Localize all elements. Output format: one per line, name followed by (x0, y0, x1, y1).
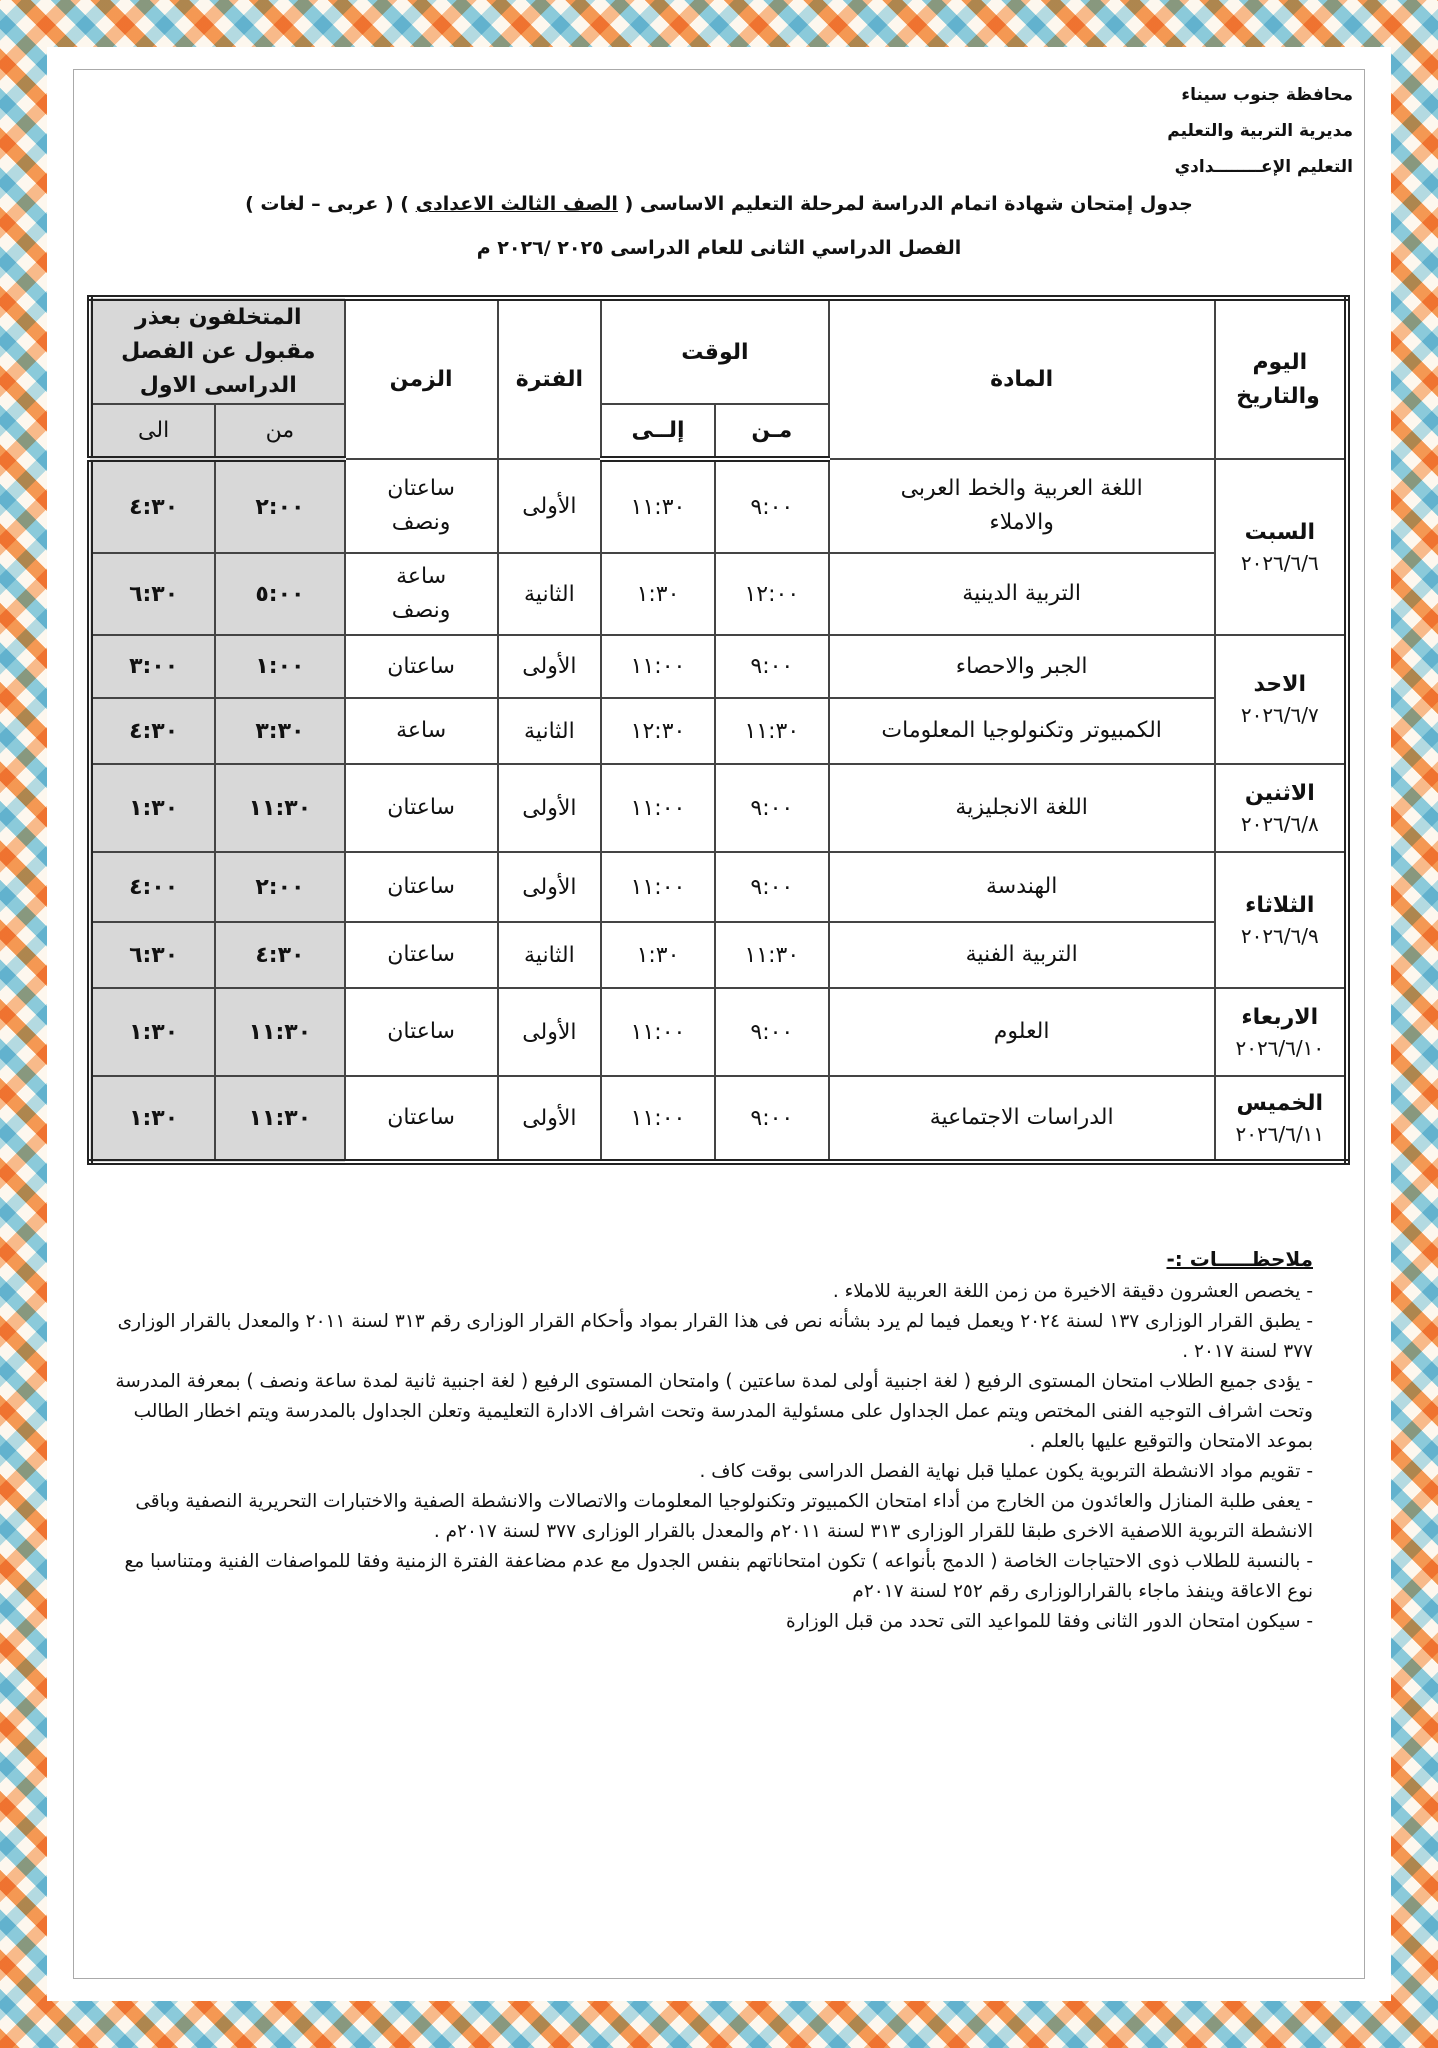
subject-cell: الدراسات الاجتماعية (829, 1076, 1215, 1162)
table-row (90, 852, 1347, 922)
day-cell: الثلاثاء ٢٠٢٦/٦/٩ (1215, 852, 1347, 988)
abs-to-cell: ٤:٣٠ (90, 698, 215, 764)
time-from-cell: ٩:٠٠ (715, 764, 829, 852)
time-from-cell: ٩:٠٠ (715, 459, 829, 553)
time-from-cell: ٩:٠٠ (715, 852, 829, 922)
note-item: - سيكون امتحان الدور الثانى وفقا للمواعيد التى تحدد من قبل الوزارة (785, 1611, 1313, 1632)
header-period: الفترة (498, 298, 601, 459)
duration-cell: ساعتان (345, 764, 498, 852)
table-row (90, 698, 1347, 764)
time-to-cell: ١:٣٠ (601, 922, 715, 988)
governorate-label: محافظة جنوب سيناء (1181, 85, 1353, 105)
header-abs-to: الى (90, 404, 215, 459)
header-absentees: المتخلفون بعذر مقبول عن الفصل الدراسى الاول (90, 298, 345, 404)
abs-from-cell: ٢:٠٠ (215, 459, 344, 553)
abs-to-cell: ٦:٣٠ (90, 553, 215, 635)
note-item: - يخصص العشرون دقيقة الاخيرة من زمن اللغة العربية للاملاء . (832, 1281, 1313, 1302)
day-cell: السبت ٢٠٢٦/٦/٦ (1215, 459, 1347, 635)
duration-cell: ساعتان (345, 1076, 498, 1162)
subject-cell: اللغة الانجليزية (829, 764, 1215, 852)
table-row (90, 764, 1347, 852)
time-to-cell: ١٢:٣٠ (601, 698, 715, 764)
header-subject: المادة (829, 298, 1215, 459)
table-row (90, 459, 1347, 553)
header-time-from: مـن (715, 404, 829, 459)
notes-section (113, 1247, 1313, 1637)
title-part1: جدول إمتحان شهادة اتمام الدراسة لمرحلة التعليم الاساسى ( (624, 193, 1193, 215)
day-cell: الاربعاء ٢٠٢٦/٦/١٠ (1215, 988, 1347, 1076)
header-day: اليوم والتاريخ (1215, 298, 1347, 459)
time-to-cell: ١١:٠٠ (601, 852, 715, 922)
subject-cell: اللغة العربية والخط العربى والاملاء (829, 459, 1215, 553)
duration-cell: ساعة (345, 698, 498, 764)
subject-cell: الهندسة (829, 852, 1215, 922)
time-from-cell: ١١:٣٠ (715, 922, 829, 988)
abs-from-cell: ٥:٠٠ (215, 553, 344, 635)
duration-cell: ساعة ونصف (345, 553, 498, 635)
department-label: التعليم الإعــــــــدادي (1174, 157, 1353, 177)
document-page (47, 47, 1391, 2001)
note-item: - يؤدى جميع الطلاب امتحان المستوى الرفيع ( لغة اجنبية أولى لمدة ساعتين ) وامتحان المستوى الرفيع ( لغة اجنبية ثانية لمدة ساعة ونصف ) بمعرفة المدرسة وتحت اشراف التوجيه الفنى المختص ويتم عمل الجداول على مسئولية المدرسة وتحت اشراف الادارة التعليمية وتعلن الجداول بالمدرسة ويتم اخطار الطالب بموعد الامتحان والتوقيع عليها بالعلم . (115, 1371, 1313, 1452)
abs-to-cell: ١:٣٠ (90, 1076, 215, 1162)
subject-cell: التربية الفنية (829, 922, 1215, 988)
abs-from-cell: ١١:٣٠ (215, 764, 344, 852)
directorate-label: مديرية التربية والتعليم (1167, 121, 1353, 141)
table-row (90, 635, 1347, 698)
abs-from-cell: ١١:٣٠ (215, 1076, 344, 1162)
abs-from-cell: ٢:٠٠ (215, 852, 344, 922)
org-header (1167, 77, 1353, 185)
time-to-cell: ١:٣٠ (601, 553, 715, 635)
period-cell: الثانية (498, 698, 601, 764)
day-cell: الاحد ٢٠٢٦/٦/٧ (1215, 635, 1347, 764)
abs-to-cell: ١:٣٠ (90, 764, 215, 852)
document-subtitle: الفصل الدراسي الثانى للعام الدراسى ٢٠٢٥ /٢٠٢٦ م (476, 237, 962, 259)
abs-from-cell: ١:٠٠ (215, 635, 344, 698)
abs-to-cell: ١:٣٠ (90, 988, 215, 1076)
duration-cell: ساعتان (345, 988, 498, 1076)
day-cell: الخميس ٢٠٢٦/٦/١١ (1215, 1076, 1347, 1162)
note-item: - بالنسبة للطلاب ذوى الاحتياجات الخاصة ( الدمج بأنواعه ) تكون امتحاناتهم بنفس الجدول مع عدم مضاعفة الفترة الزمنية وفقا للمواصفات الفنية ومتناسبا مع نوع الاعاقة وينفذ ماجاء بالقرارالوزارى رقم ٢٥٢ لسنة ٢٠١٧م (124, 1551, 1313, 1602)
title-part2: ) ( عربى – لغات ) (245, 193, 409, 215)
abs-from-cell: ٣:٣٠ (215, 698, 344, 764)
time-from-cell: ١٢:٠٠ (715, 553, 829, 635)
abs-to-cell: ٤:٠٠ (90, 852, 215, 922)
exam-schedule-table (87, 295, 1350, 1165)
table-row (90, 988, 1347, 1076)
time-to-cell: ١١:٠٠ (601, 635, 715, 698)
time-to-cell: ١١:٠٠ (601, 988, 715, 1076)
table-row (90, 553, 1347, 635)
header-duration: الزمن (345, 298, 498, 459)
time-to-cell: ١١:٠٠ (601, 764, 715, 852)
period-cell: الثانية (498, 553, 601, 635)
note-item: - يعفى طلبة المنازل والعائدون من الخارج من أداء امتحان الكمبيوتر وتكنولوجيا المعلومات والاتصالات والانشطة الصفية والاختبارات التحريرية النصفية وباقى الانشطة التربوية اللاصفية الاخرى طبقا للقرار الوزارى ٣١٣ لسنة ٢٠١١م والمعدل بالقرار الوزارى ٣٧٧ لسنة ٢٠١٧م . (135, 1491, 1313, 1542)
abs-to-cell: ٣:٠٠ (90, 635, 215, 698)
abs-to-cell: ٦:٣٠ (90, 922, 215, 988)
subject-cell: الكمبيوتر وتكنولوجيا المعلومات (829, 698, 1215, 764)
notes-title: ملاحظـــــات :- (1166, 1247, 1313, 1271)
table-row (90, 1076, 1347, 1162)
subject-cell: العلوم (829, 988, 1215, 1076)
time-to-cell: ١١:٣٠ (601, 459, 715, 553)
abs-from-cell: ١١:٣٠ (215, 988, 344, 1076)
duration-cell: ساعتان (345, 922, 498, 988)
table-row (90, 922, 1347, 988)
time-from-cell: ٩:٠٠ (715, 635, 829, 698)
time-from-cell: ١١:٣٠ (715, 698, 829, 764)
abs-to-cell: ٤:٣٠ (90, 459, 215, 553)
abs-from-cell: ٤:٣٠ (215, 922, 344, 988)
period-cell: الأولى (498, 1076, 601, 1162)
time-to-cell: ١١:٠٠ (601, 1076, 715, 1162)
notes-list (113, 1277, 1313, 1637)
duration-cell: ساعتان (345, 635, 498, 698)
time-from-cell: ٩:٠٠ (715, 988, 829, 1076)
period-cell: الأولى (498, 459, 601, 553)
subject-cell: التربية الدينية (829, 553, 1215, 635)
title-grade: الصف الثالث الاعدادى (415, 193, 618, 215)
note-item: - تقويم مواد الانشطة التربوية يكون عمليا قبل نهاية الفصل الدراسى بوقت كاف . (699, 1461, 1313, 1482)
note-item: - يطبق القرار الوزارى ١٣٧ لسنة ٢٠٢٤ ويعمل فيما لم يرد بشأنه نص فى هذا القرار بمواد وأحكام القرار الوزارى رقم ٣١٣ لسنة ٢٠١١ والمعدل بالقرار الوزارى ٣٧٧ لسنة ٢٠١٧ . (117, 1311, 1313, 1362)
time-from-cell: ٩:٠٠ (715, 1076, 829, 1162)
period-cell: الثانية (498, 922, 601, 988)
header-abs-from: من (215, 404, 344, 459)
header-time-to: إلــى (601, 404, 715, 459)
period-cell: الأولى (498, 764, 601, 852)
document-title (47, 193, 1391, 215)
day-cell: الاثنين ٢٠٢٦/٦/٨ (1215, 764, 1347, 852)
header-time: الوقت (601, 298, 829, 404)
duration-cell: ساعتان (345, 852, 498, 922)
period-cell: الأولى (498, 852, 601, 922)
subject-cell: الجبر والاحصاء (829, 635, 1215, 698)
duration-cell: ساعتان ونصف (345, 459, 498, 553)
period-cell: الأولى (498, 635, 601, 698)
period-cell: الأولى (498, 988, 601, 1076)
